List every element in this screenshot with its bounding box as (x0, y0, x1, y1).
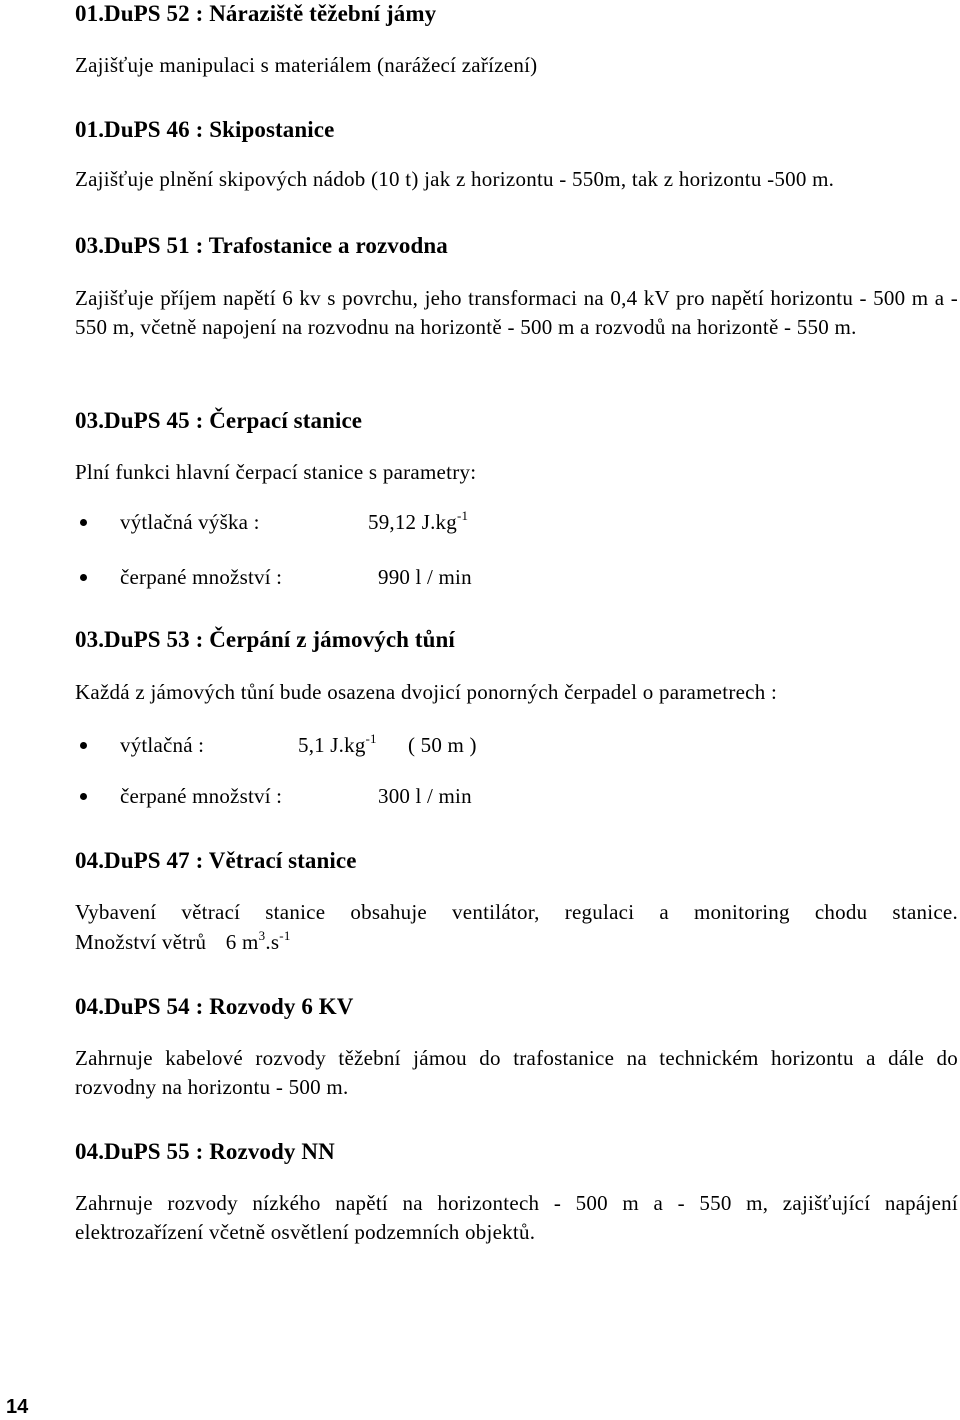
param-extra: ( 50 m ) (408, 733, 477, 757)
section-text-dups52: Zajišťuje manipulaci s materiálem (narážecí zařízení) (75, 53, 538, 77)
section-text-dups53: Každá z jámových tůní bude osazena dvojicí ponorných čerpadel o parametrech : (75, 680, 778, 704)
bullet-icon (80, 793, 87, 800)
param-row (0, 562, 600, 592)
air-quantity-value: 6 $m^3.s^{-1}$ (225, 928, 291, 954)
param-label: výtlačná výška : (120, 510, 260, 534)
page-number: 14 (6, 1396, 29, 1418)
bullet-icon (80, 742, 87, 749)
param-value: 300 l / min (378, 784, 472, 808)
section-heading-dups52: 01.DuPS 52 : Náraziště těžební jámy (75, 1, 437, 26)
param-value: 5,1 $J.kg^{-1}$ (298, 731, 377, 757)
section-heading-dups51: 03.DuPS 51 : Trafostanice a rozvodna (75, 233, 448, 258)
param-value: 990 l / min (378, 565, 472, 589)
section-text-dups54: Zahrnuje kabelové rozvody těžební jámou do trafostanice na technickém horizontu a dále do rozvodny na horizontu - 500 m. (75, 1046, 958, 1099)
section-heading-dups46: 01.DuPS 46 : Skipostanice (75, 117, 335, 142)
section-text-dups55: Zahrnuje rozvody nízkého napětí na horizontech - 500 m a - 550 m, zajišťující napájení elektrozařízení včetně osvětlení podzemních objektů. (75, 1191, 958, 1244)
section-text-dups46: Zajišťuje plnění skipových nádob (10 t) jak z horizontu - 550m, tak z horizontu -500 m. (75, 167, 835, 191)
param-row (0, 781, 600, 811)
section-heading-dups45: 03.DuPS 45 : Čerpací stanice (75, 408, 363, 433)
param-label: čerpané množství : (120, 784, 283, 808)
air-quantity-label: Množství větrů (75, 930, 207, 954)
bullet-icon (80, 574, 87, 581)
param-label: výtlačná : (120, 733, 205, 757)
param-row (0, 730, 600, 760)
section-heading-dups47: 04.DuPS 47 : Větrací stanice (75, 848, 357, 873)
section-heading-dups53: 03.DuPS 53 : Čerpání z jámových tůní (75, 627, 455, 652)
section-text-dups47: Vybavení větrací stanice obsahuje ventilátor, regulaci a monitoring chodu stanice. (75, 900, 958, 924)
air-quantity-line (75, 928, 958, 957)
section-text-dups51: Zajišťuje příjem napětí 6 kv s povrchu, jeho transformaci na 0,4 kV pro napětí horizontu - 500 m a - 550 m, včetně napojení na rozvodnu na horizontě - 500 m a rozvodů na horizontě - 550 m. (75, 286, 958, 339)
section-heading-dups55: 04.DuPS 55 : Rozvody NN (75, 1139, 335, 1164)
param-superscript: -1 (456, 508, 469, 523)
bullet-icon (80, 519, 87, 526)
section-heading-dups54: 04.DuPS 54 : Rozvody 6 KV (75, 994, 354, 1019)
section-text-dups45: Plní funkci hlavní čerpací stanice s parametry: (75, 460, 477, 484)
param-superscript: -1 (365, 731, 377, 746)
param-label: čerpané množství : (120, 565, 283, 589)
param-row (0, 507, 600, 537)
param-value: 59,12 $J.kg^{-1}$ (368, 508, 469, 534)
